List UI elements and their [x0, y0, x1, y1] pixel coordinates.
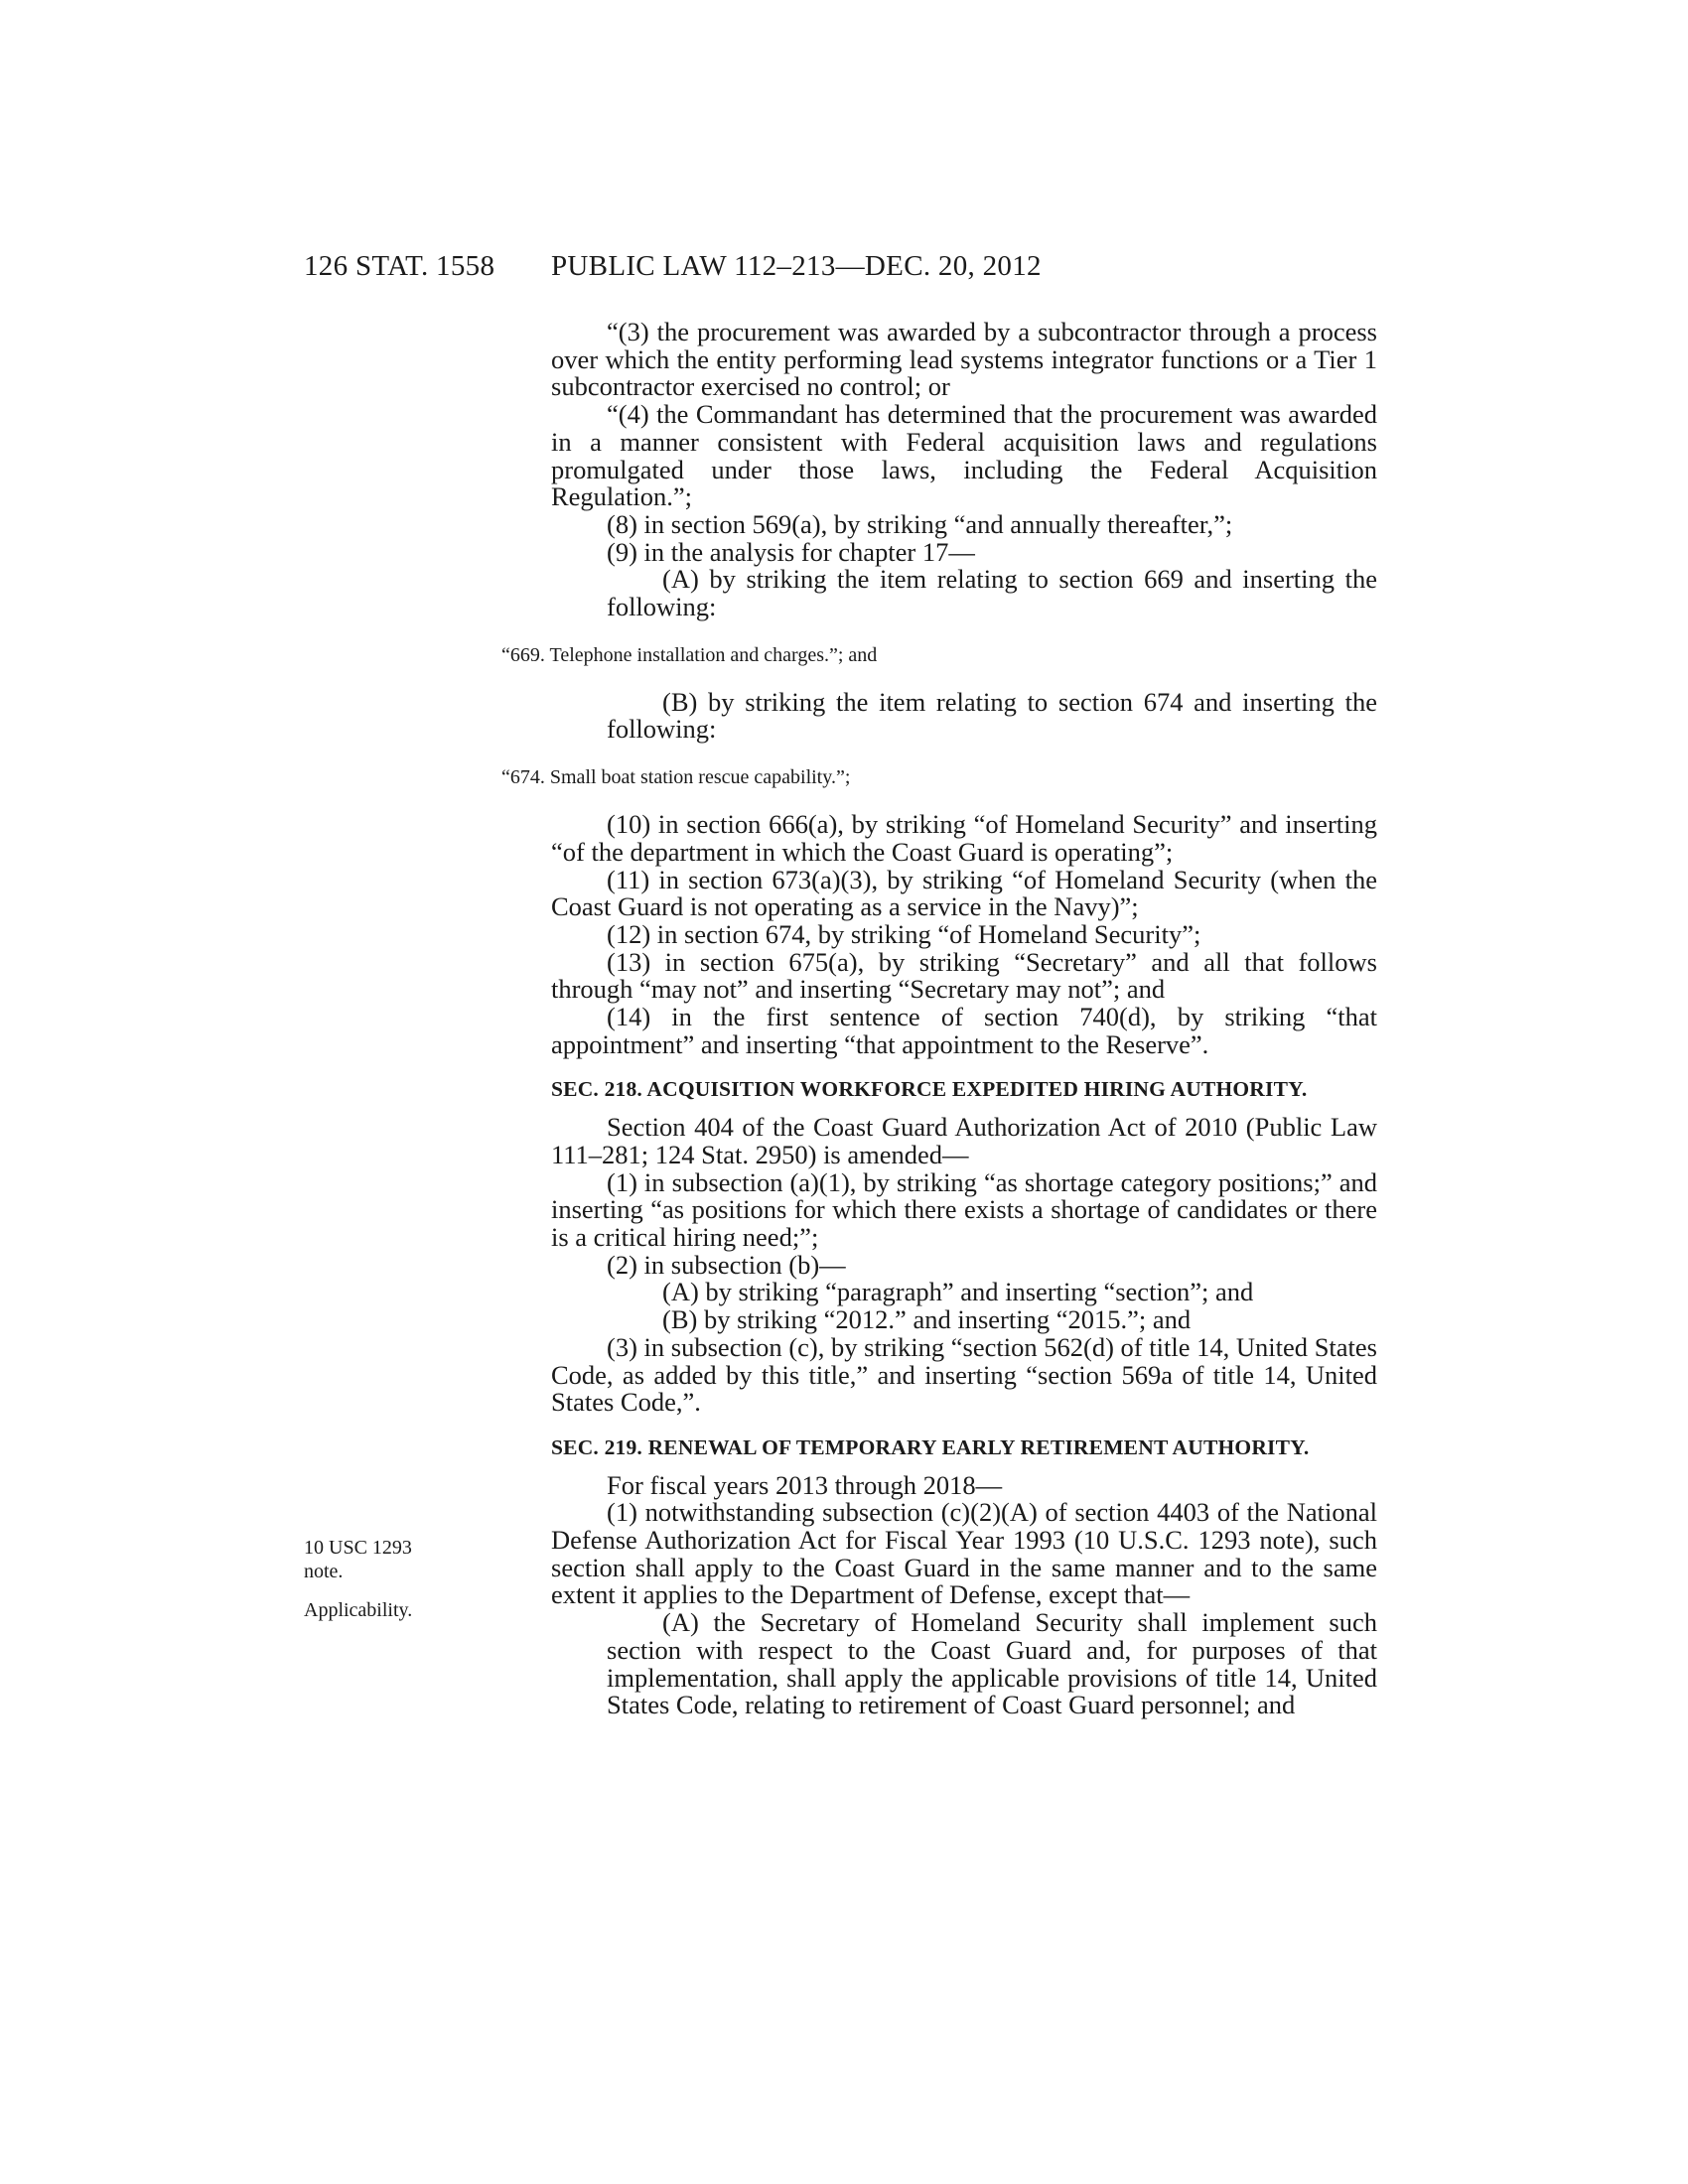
margin-note-usc: 10 USC 1293 note.	[304, 1537, 412, 1582]
table-item-669: “669. Telephone installation and charges.”; and	[501, 643, 878, 666]
sec218-para-1: (1) in subsection (a)(1), by striking “as shortage category positions;” and inserting “as positions for which there exists a shortage of candidates or there is a critical hiring need;”;	[551, 1166, 1377, 1252]
sec218-para-2a: (A) by striking “paragraph” and inserting “section”; and	[662, 1277, 1254, 1307]
sec219-intro: For fiscal years 2013 through 2018—	[607, 1469, 1003, 1500]
margin-note-applicability: Applicability.	[304, 1599, 413, 1621]
paragraph-3: “(3) the procurement was awarded by a subcontractor through a process over which the entity performing lead systems integrator functions or a Tier 1 subcontractor exercised no control; or	[551, 317, 1377, 402]
sec219-para-1a: (A) the Secretary of Homeland Security shall implement such section with respect to the Coast Guard and, for purposes of that implementation, shall apply the applicable provisions of title 14, United States Code, relating to retirement of Coast Guard personnel; and	[607, 1607, 1377, 1720]
sec219-para-1: (1) notwithstanding subsection (c)(2)(A) of section 4403 of the National Defense Authorization Act for Fiscal Year 1993 (10 U.S.C. 1293 note), such section shall apply to the Coast Guard in the same manner and to the same extent it applies to the Department of Defense, except that—	[551, 1497, 1377, 1610]
sec218-intro: Section 404 of the Coast Guard Authorization Act of 2010 (Public Law 111–281; 124 Stat. 2950) is amended—	[551, 1112, 1377, 1169]
paragraph-13: (13) in section 675(a), by striking “Secretary” and all that follows through “may not” and inserting “Secretary may not”; and	[551, 946, 1377, 1005]
paragraph-12: (12) in section 674, by striking “of Homeland Security”;	[607, 918, 1201, 949]
paragraph-9a: (A) by striking the item relating to section 669 and inserting the following:	[607, 564, 1377, 622]
paragraph-11: (11) in section 673(a)(3), by striking “of Homeland Security (when the Coast Guard is not operating as a service in the Navy)”;	[551, 864, 1377, 922]
paragraph-4: “(4) the Commandant has determined that the procurement was awarded in a manner consistent with Federal acquisition laws and regulations promulgated under those laws, including the Federal Acquisition Regulation.”;	[551, 399, 1377, 512]
paragraph-8: (8) in section 569(a), by striking “and annually thereafter,”;	[607, 508, 1233, 539]
paragraph-14: (14) in the first sentence of section 740(d), by striking “that appointment” and inserting “that appointment to the Reserve”.	[551, 1002, 1377, 1059]
document-body	[501, 317, 1377, 1720]
page-reference: 126 STAT. 1558	[304, 250, 495, 282]
sec218-para-2b: (B) by striking “2012.” and inserting “2015.”; and	[662, 1304, 1192, 1335]
sec218-para-3: (3) in subsection (c), by striking “section 562(d) of title 14, United States Code, as added by this title,” and inserting “section 569a of title 14, United States Code,”.	[551, 1331, 1377, 1418]
section-218-heading: SEC. 218. ACQUISITION WORKFORCE EXPEDITED HIRING AUTHORITY.	[551, 1077, 1308, 1102]
sec218-para-2: (2) in subsection (b)—	[607, 1249, 846, 1280]
section-219-heading: SEC. 219. RENEWAL OF TEMPORARY EARLY RETIREMENT AUTHORITY.	[551, 1434, 1310, 1459]
paragraph-10: (10) in section 666(a), by striking “of Homeland Security” and inserting “of the department in which the Coast Guard is operating”;	[551, 809, 1377, 867]
paragraph-9b: (B) by striking the item relating to section 674 and inserting the following:	[607, 686, 1377, 745]
paragraph-9: (9) in the analysis for chapter 17—	[607, 536, 975, 567]
table-item-674: “674. Small boat station rescue capability.”;	[501, 766, 851, 789]
page-title: PUBLIC LAW 112–213—DEC. 20, 2012	[551, 250, 1042, 282]
